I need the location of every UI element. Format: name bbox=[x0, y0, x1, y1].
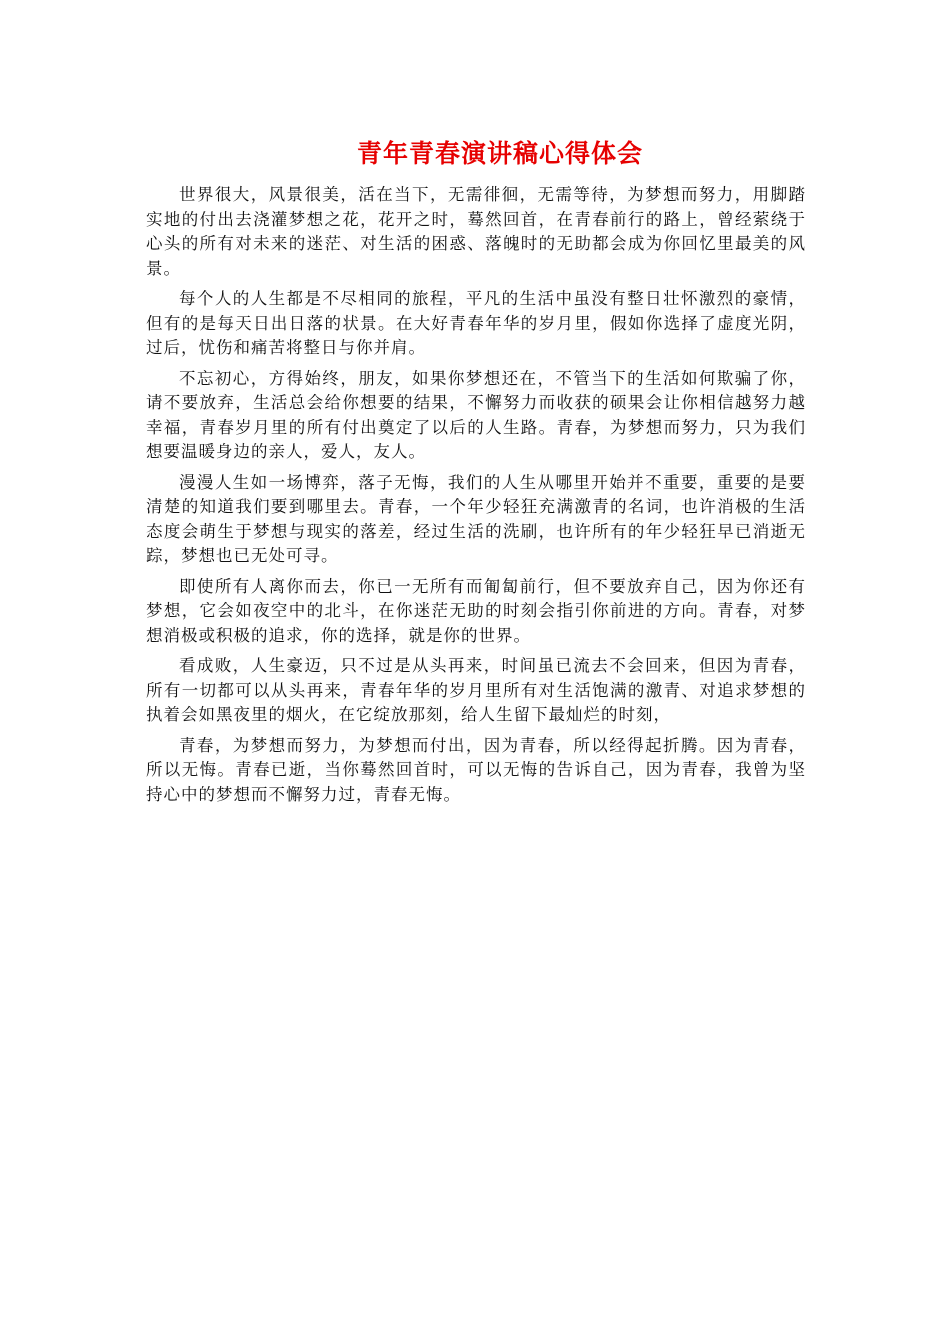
paragraph-6: 看成败，人生豪迈，只不过是从头再来，时间虽已流去不会回来，但因为青春，所有一切都可以从头再来，青春年华的岁月里所有对生活饱满的激青、对追求梦想的执着会如黑夜里的烟火，在它绽放那刻，给人生留下最灿烂的时刻， bbox=[146, 656, 806, 724]
paragraph-4: 漫漫人生如一场博弈，落子无悔，我们的人生从哪里开始并不重要，重要的是要清楚的知道我们要到哪里去。青春，一个年少轻狂充满激青的名词，也许消极的生活态度会萌生于梦想与现实的落差，经过生活的洗刷，也许所有的年少轻狂早已消逝无踪，梦想也已无处可寻。 bbox=[146, 472, 806, 565]
document-body bbox=[146, 183, 806, 813]
document-title: 青年青春演讲稿心得体会 bbox=[356, 139, 643, 168]
paragraph-1: 世界很大，风景很美，活在当下，无需徘徊，无需等待，为梦想而努力，用脚踏实地的付出去浇灌梦想之花，花开之时，蓦然回首，在青春前行的路上，曾经萦绕于心头的所有对未来的迷茫、对生活的困惑、落魄时的无助都会成为你回忆里最美的风景。 bbox=[146, 185, 806, 278]
paragraph-2: 每个人的人生都是不尽相同的旅程，平凡的生活中虽没有整日壮怀激烈的豪情，但有的是每天日出日落的状景。在大好青春年华的岁月里，假如你选择了虚度光阴，过后，忧伤和痛苦将整日与你并肩。 bbox=[146, 289, 806, 357]
paragraph-5: 即使所有人离你而去，你已一无所有而匍匐前行，但不要放弃自己，因为你还有梦想，它会如夜空中的北斗，在你迷茫无助的时刻会指引你前进的方向。青春，对梦想消极或积极的追求，你的选择，就是你的世界。 bbox=[146, 576, 806, 645]
paragraph-3: 不忘初心，方得始终，朋友，如果你梦想还在，不管当下的生活如何欺骗了你，请不要放弃，生活总会给你想要的结果，不懈努力而收获的硕果会让你相信越努力越幸福，青春岁月里的所有付出奠定了以后的人生路。青春，为梦想而努力，只为我们想要温暖身边的亲人，爱人，友人。 bbox=[146, 368, 806, 461]
paragraph-7: 青春，为梦想而努力，为梦想而付出，因为青春，所以经得起折腾。因为青春，所以无悔。青春已逝，当你蓦然回首时，可以无悔的告诉自己，因为青春，我曾为坚持心中的梦想而不懈努力过，青春无悔。 bbox=[146, 735, 806, 804]
